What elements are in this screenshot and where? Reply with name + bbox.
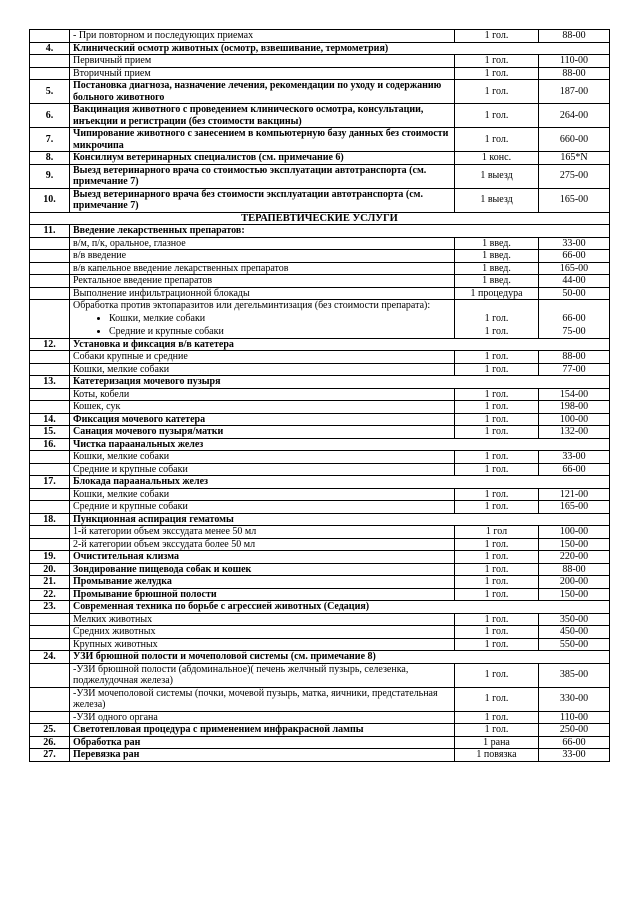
item-number: 12. [30,338,70,351]
item-number [30,711,70,724]
price-value: 66-00 [562,312,586,324]
price-cell: 100-00 [539,413,610,426]
group-title: Современная техника по борьбе с агрессией животных (Седация) [70,601,610,614]
unit-cell: 1 гол. [455,563,539,576]
item-number: 7. [30,128,70,152]
table-row [30,237,610,250]
unit-cell: 1 гол. [455,538,539,551]
price-cell: 660-00 [539,128,610,152]
price-cell: 110-00 [539,711,610,724]
item-number: 18. [30,513,70,526]
item-number: 20. [30,563,70,576]
group-title: Установка и фиксация в/в катетера [70,338,610,351]
section-header-row [30,212,610,225]
item-number: 6. [30,104,70,128]
item-number [30,401,70,414]
group-header-row [30,225,610,238]
service-description: Очистительная клизма [70,551,455,564]
table-row [30,451,610,464]
service-description: Постановка диагноза, назначение лечения, рекомендации по уходу и содержанию больного животного [70,80,455,104]
service-description: Средние и крупные собаки [70,501,455,514]
unit-cell: 1 гол. [455,663,539,687]
table-row [30,275,610,288]
price-cell: 66-00 [539,250,610,263]
table-row [30,401,610,414]
price-table [29,29,610,762]
unit-cell: 1 гол. [455,638,539,651]
price-value: 75-00 [562,325,586,337]
item-number [30,501,70,514]
service-description: Кошки, мелкие собаки [70,363,455,376]
price-cell: 275-00 [539,164,610,188]
table-row [30,80,610,104]
section-title: ТЕРАПЕВТИЧЕСКИЕ УСЛУГИ [30,212,610,225]
item-number [30,613,70,626]
table-row [30,463,610,476]
bullet-list [73,312,451,338]
unit-value: 1 гол. [484,325,509,337]
price-cell: 264-00 [539,104,610,128]
table-row [30,351,610,364]
item-number [30,388,70,401]
item-number [30,687,70,711]
unit-cell: 1 гол. [455,687,539,711]
unit-cell: 1 выезд [455,188,539,212]
price-cell: 350-00 [539,613,610,626]
table-row [30,426,610,439]
item-number: 13. [30,376,70,389]
unit-cell: 1 процедура [455,287,539,300]
price-list-page [29,29,610,762]
price-cell: 66-00 [539,463,610,476]
price-cell: 44-00 [539,275,610,288]
price-cell: 165-00 [539,188,610,212]
item-number: 26. [30,736,70,749]
unit-value: 1 гол. [484,312,509,324]
service-description: в/в капельное введение лекарственных препаратов [70,262,455,275]
service-description: Выезд ветеринарного врача без стоимости эксплуатации автотранспорта (см. примечание 7) [70,188,455,212]
price-cell: 66-00 [539,736,610,749]
unit-cell: 1 гол. [455,501,539,514]
service-description: Вакцинация животного с проведением клинического осмотра, консультации, инъекции и регистрации (без стоимости вакцины) [70,104,455,128]
item-number: 22. [30,588,70,601]
bullet-item: • Кошки, мелкие собаки [109,312,451,325]
item-number [30,237,70,250]
service-description [70,300,455,339]
service-description: в/м, п/к, оральное, глазное [70,237,455,250]
price-cell: 330-00 [539,687,610,711]
table-row [30,626,610,639]
service-description: -УЗИ брюшной полости (абдоминальное)( печень желчный пузырь, селезенка, поджелудочная железа) [70,663,455,687]
table-row [30,576,610,589]
group-title: Клинический осмотр животных (осмотр, взвешивание, термометрия) [70,42,610,55]
item-number [30,67,70,80]
group-header-row [30,42,610,55]
unit-cell: 1 гол. [455,413,539,426]
price-cell: 220-00 [539,551,610,564]
table-row [30,164,610,188]
unit-cell: 1 гол. [455,80,539,104]
table-row [30,526,610,539]
service-description: -УЗИ мочеполовой системы (почки, мочевой пузырь, матка, яичники, предстательная железа) [70,687,455,711]
item-number [30,287,70,300]
service-description: Крупных животных [70,638,455,651]
price-cell: 100-00 [539,526,610,539]
item-number: 11. [30,225,70,238]
unit-cell: 1 гол. [455,128,539,152]
service-description: Коты, кобели [70,388,455,401]
table-row [30,749,610,762]
unit-cell: 1 введ. [455,237,539,250]
service-description: Консилиум ветеринарных специалистов (см. примечание 6) [70,152,455,165]
item-number: 25. [30,724,70,737]
item-number: 5. [30,80,70,104]
group-title: Блокада параанальных желез [70,476,610,489]
item-number [30,363,70,376]
service-description: в/в введение [70,250,455,263]
item-number [30,250,70,263]
price-cell: 165-00 [539,262,610,275]
price-cell: 550-00 [539,638,610,651]
price-cell: 88-00 [539,67,610,80]
item-number: 16. [30,438,70,451]
unit-cell: 1 гол. [455,451,539,464]
service-description: Выполнение инфильтрационной блокады [70,287,455,300]
table-row [30,287,610,300]
unit-cell: 1 введ. [455,262,539,275]
item-number: 27. [30,749,70,762]
price-cell: 77-00 [539,363,610,376]
item-number: 21. [30,576,70,589]
price-cell: 198-00 [539,401,610,414]
item-number: 4. [30,42,70,55]
service-description: - При повторном и последующих приемах [70,30,455,43]
service-description: Обработка ран [70,736,455,749]
unit-cell: 1 гол. [455,463,539,476]
price-cell: 250-00 [539,724,610,737]
price-cell: 187-00 [539,80,610,104]
service-description: Выезд ветеринарного врача со стоимостью эксплуатации автотранспорта (см. примечание 7) [70,164,455,188]
table-row [30,30,610,43]
table-row [30,488,610,501]
table-row [30,262,610,275]
item-number: 15. [30,426,70,439]
price-cell: 132-00 [539,426,610,439]
price-cell: 88-00 [539,563,610,576]
service-description: 2-й категории объем экссудата более 50 мл [70,538,455,551]
price-cell: 88-00 [539,30,610,43]
service-description-text: Обработка против эктопаразитов или дегельминтизация (без стоимости препарата): [73,300,431,311]
table-row [30,736,610,749]
item-number: 19. [30,551,70,564]
item-number: 14. [30,413,70,426]
table-row [30,388,610,401]
item-number [30,526,70,539]
unit-cell: 1 введ. [455,250,539,263]
item-number [30,663,70,687]
service-description: Средних животных [70,626,455,639]
unit-cell: 1 выезд [455,164,539,188]
group-header-row [30,651,610,664]
group-header-row [30,601,610,614]
unit-cell: 1 гол. [455,426,539,439]
unit-cell: 1 гол. [455,104,539,128]
unit-cell: 1 гол. [455,388,539,401]
price-cell: 385-00 [539,663,610,687]
item-number: 9. [30,164,70,188]
group-header-row [30,438,610,451]
service-description: Собаки крупные и средние [70,351,455,364]
service-description: Средние и крупные собаки [70,463,455,476]
table-row [30,563,610,576]
item-number [30,451,70,464]
price-cell: 33-00 [539,451,610,464]
table-row [30,551,610,564]
service-description: Санация мочевого пузыря/матки [70,426,455,439]
price-cell: 450-00 [539,626,610,639]
price-cell: 110-00 [539,55,610,68]
table-row [30,613,610,626]
table-row [30,67,610,80]
group-title: УЗИ брюшной полости и мочеполовой системы (см. примечание 8) [70,651,610,664]
price-cell [539,300,610,339]
unit-cell: 1 повязка [455,749,539,762]
group-title: Чистка параанальных желез [70,438,610,451]
price-cell: 88-00 [539,351,610,364]
item-number [30,463,70,476]
unit-cell [455,300,539,339]
item-number: 8. [30,152,70,165]
unit-cell: 1 гол. [455,67,539,80]
table-row [30,363,610,376]
service-description: Первичный прием [70,55,455,68]
unit-cell: 1 гол. [455,363,539,376]
item-number [30,262,70,275]
unit-cell: 1 введ. [455,275,539,288]
item-number: 24. [30,651,70,664]
unit-cell: 1 гол. [455,401,539,414]
table-row [30,711,610,724]
group-header-row [30,513,610,526]
unit-cell: 1 гол. [455,626,539,639]
table-row [30,538,610,551]
item-number [30,538,70,551]
price-cell: 150-00 [539,588,610,601]
unit-cell: 1 гол. [455,30,539,43]
item-number [30,55,70,68]
group-title: Катетеризация мочевого пузыря [70,376,610,389]
service-description: Светотепловая процедура с применением инфракрасной лампы [70,724,455,737]
item-number [30,300,70,339]
price-cell: 33-00 [539,749,610,762]
item-number: 23. [30,601,70,614]
item-number [30,30,70,43]
item-number [30,488,70,501]
unit-cell: 1 гол. [455,576,539,589]
group-header-row [30,376,610,389]
table-row [30,300,610,339]
service-description: Кошек, сук [70,401,455,414]
service-description: -УЗИ одного органа [70,711,455,724]
price-cell: 150-00 [539,538,610,551]
item-number: 10. [30,188,70,212]
service-description: Перевязка ран [70,749,455,762]
service-description: Кошки, мелкие собаки [70,451,455,464]
table-row [30,188,610,212]
group-title: Пункционная аспирация гематомы [70,513,610,526]
price-cell: 50-00 [539,287,610,300]
table-row [30,104,610,128]
item-number [30,638,70,651]
price-cell: 165*N [539,152,610,165]
table-row [30,588,610,601]
price-cell: 154-00 [539,388,610,401]
unit-cell: 1 рана [455,736,539,749]
price-cell: 165-00 [539,501,610,514]
service-description: Промывание желудка [70,576,455,589]
unit-cell: 1 гол. [455,351,539,364]
service-description: Ректальное введение препаратов [70,275,455,288]
price-cell: 200-00 [539,576,610,589]
table-row [30,724,610,737]
unit-cell: 1 гол. [455,55,539,68]
unit-cell: 1 гол [455,526,539,539]
service-description: Чипирование животного с занесением в компьютерную базу данных без стоимости микрочипа [70,128,455,152]
group-header-row [30,476,610,489]
unit-cell: 1 гол. [455,711,539,724]
unit-cell: 1 конс. [455,152,539,165]
service-description: Вторичный прием [70,67,455,80]
item-number [30,351,70,364]
price-cell: 121-00 [539,488,610,501]
price-cell: 33-00 [539,237,610,250]
table-row [30,250,610,263]
service-description: 1-й категории объем экссудата менее 50 мл [70,526,455,539]
table-row [30,55,610,68]
item-number: 17. [30,476,70,489]
unit-cell: 1 гол. [455,588,539,601]
service-description: Кошки, мелкие собаки [70,488,455,501]
item-number [30,626,70,639]
unit-cell: 1 гол. [455,551,539,564]
table-row [30,501,610,514]
group-header-row [30,338,610,351]
service-description: Мелких животных [70,613,455,626]
unit-cell: 1 гол. [455,488,539,501]
table-row [30,128,610,152]
service-description: Зондирование пищевода собак и кошек [70,563,455,576]
table-row [30,152,610,165]
table-row [30,638,610,651]
table-row [30,663,610,687]
service-description: Фиксация мочевого катетера [70,413,455,426]
unit-cell: 1 гол. [455,724,539,737]
table-row [30,687,610,711]
service-description: Промывание брюшной полости [70,588,455,601]
item-number [30,275,70,288]
group-title: Введение лекарственных препаратов: [70,225,610,238]
unit-cell: 1 гол. [455,613,539,626]
table-row [30,413,610,426]
bullet-item: • Средние и крупные собаки [109,325,451,338]
